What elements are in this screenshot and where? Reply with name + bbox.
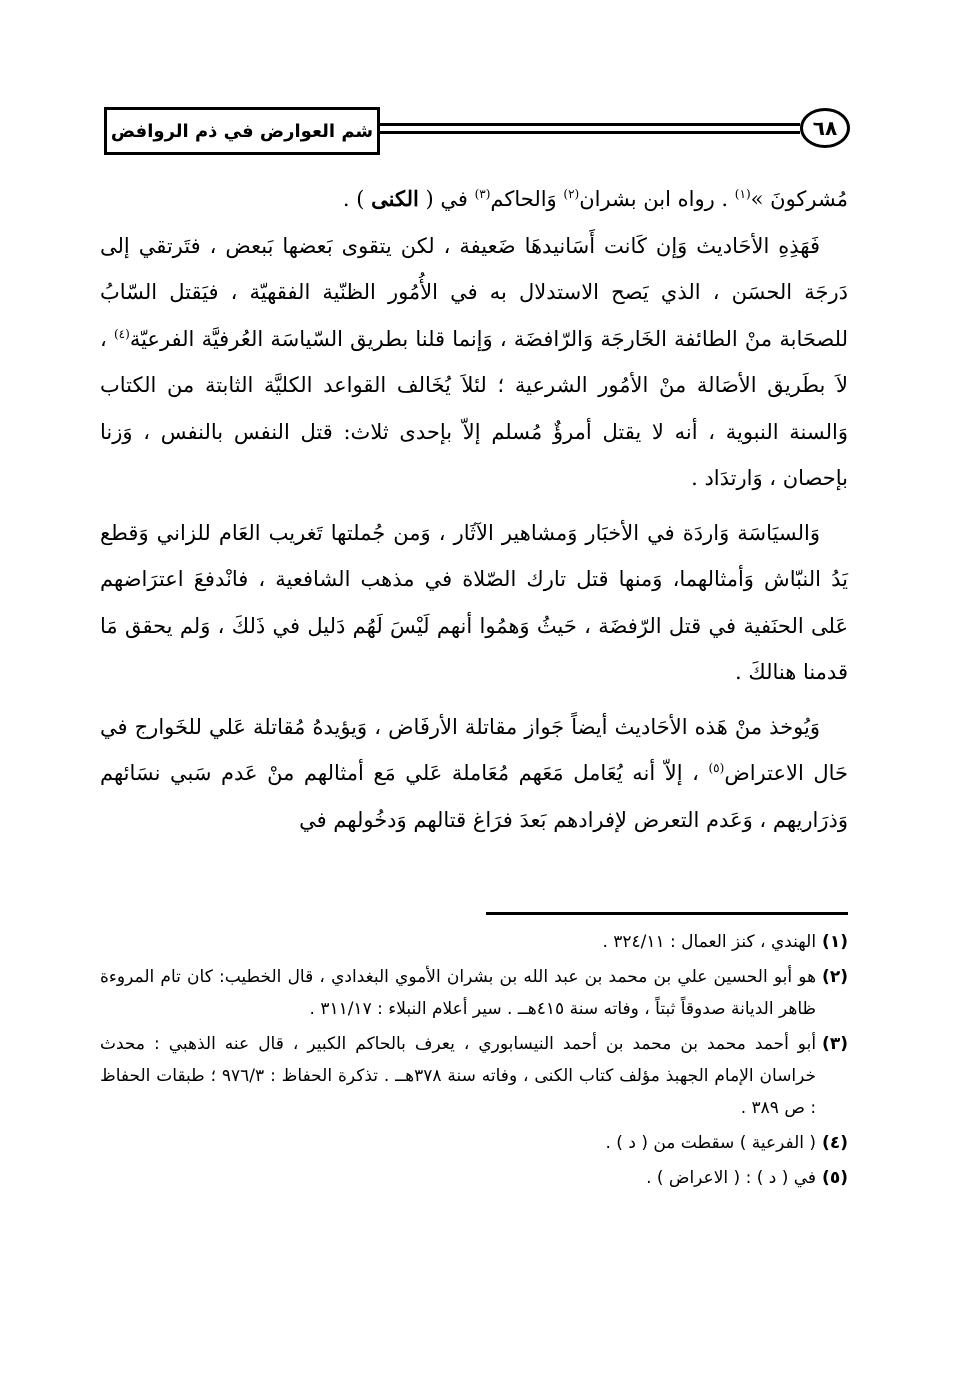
page-number-oval <box>800 108 850 148</box>
footnote-text: أبو أحمد محمد بن محمد بن أحمد النيسابوري ، يعرف بالحاكم الكبير ، قال عنه الذهبي : محدث خراسان الإمام الجهبذ مؤلف كتاب الكنى ، وفاته سنة ٣٧٨هــ . تذكرة الحفاظ : ٩٧٦/٣ ؛ طبقات الحفاظ : ص ٣٨٩ . <box>100 1034 817 1118</box>
footnote-2 <box>100 961 848 1025</box>
footnote-ref-3: (٣) <box>474 187 491 201</box>
text-run: مُشركونَ » <box>750 187 848 211</box>
footnote-ref-4: (٤) <box>113 326 130 341</box>
text-run: وَالحاكم <box>490 187 564 211</box>
book-title: شم العوارض في ذم الروافض <box>110 120 374 142</box>
text-run: ، لاَ بطَريق الأصَالة منْ الأمُور الشرعية ؛ لئلاَ يُخَالف القواعد الكليَّة الثابتة من الكتاب وَالسنة النبوية ، أنه لا يقتل أمرؤٌ مُسلم إلاّ بإحدى ثلاث: قتل النفس بالنفس ، وَزنا بإحصان ، وَارتدَاد . <box>100 326 848 490</box>
text-run: في ( <box>418 187 475 211</box>
footnote-1 <box>100 926 848 958</box>
footnote-text: ( الفرعية ) سقطت من ( د ) . <box>605 1133 817 1153</box>
footnote-3 <box>100 1028 848 1124</box>
text-run: وَالسيَاسَة وَاردَة في الأخبَار وَمشاهير الآثَار ، وَمن جُملتها تَغريب العَام للزاني وَقطع يَدُ النبّاش وَأمثالهما، وَمنها قتل تارك الصّلاة في مذهب الشافعية ، فانْدفعَ اعترَاضهم عَلى الحنَفية في قتل الرّفضَة ، حَيثُ وَهمُوا أنهم لَيْسَ لَهُم دَليل في ذَلكَ ، وَلم يحقق مَا قدمنا هنالكَ . <box>100 520 848 684</box>
footnote-number: (٤) <box>822 1133 848 1153</box>
footnote-number: (١) <box>822 932 848 952</box>
main-text <box>100 176 848 843</box>
footnotes <box>100 926 848 1197</box>
footnote-text: في ( د ) : ( الاعراض ) . <box>646 1168 817 1188</box>
footnote-number: (٢) <box>822 967 848 987</box>
footnote-text: الهندي ، كنز العمال : ٣٢٤/١١ . <box>602 932 817 952</box>
book-title-box <box>104 107 380 155</box>
header-double-rule <box>380 123 800 134</box>
text-run: ، إلاّ أنه يُعَامل مَعَهم مُعَاملة عَلي مَع أمثالهم منْ عَدم سَبي نسَائهم وَذرَاريهم ، وَعَدم التعرض لإفرادهم بَعدَ فرَاغ قتالهم وَدخُولهم في <box>100 761 848 832</box>
footnote-ref-2: (٢) <box>563 187 580 201</box>
book-name-bold: الكنى <box>371 186 419 211</box>
footnote-number: (٥) <box>822 1168 848 1188</box>
footnote-number: (٣) <box>822 1034 848 1054</box>
text-run: وَيُوخذ منْ هَذه الأحَاديث أيضاً جَواز مقاتلة الأرفَاض ، وَيؤيدهُ مُقاتلة عَلي للخَوارج في حَال الاعتراض <box>100 714 848 785</box>
footnote-separator <box>486 912 848 915</box>
footnote-4 <box>100 1127 848 1159</box>
text-run: . رواه ابن بشران <box>579 187 735 211</box>
footnote-text: هو أبو الحسين علي بن محمد بن عبد الله بن بشران الأموي البغدادي ، قال الخطيب: كان تام المروءة ظاهر الديانة صدوقاً ثبتاً ، وفاته سنة ٤١٥هــ . سير أعلام النبلاء : ٣١١/١٧ . <box>100 967 817 1019</box>
paragraph-3 <box>100 510 848 696</box>
paragraph-1 <box>100 176 848 223</box>
text-run: فَهَذِهِ الأحَاديث وَإن كَانت أَسَانيدهَا ضَعيفة ، لكن يتقوى بَعضها بَبعض ، فتَرتقي إلى دَرجَة الحسَن ، الذي يَصح الاستدلال به في الأُمُور الظنّية الفقهيّة ، فيَقتل السّابُ للصحَابة منْ الطائفة الخَارجَة وَالرّافضَة ، وَإنما قلنا بطريق السّياسَة العُرفيَّة الفرعيّة <box>100 233 848 351</box>
page-number: ٦٨ <box>812 116 838 140</box>
paragraph-2 <box>100 223 848 502</box>
footnote-5 <box>100 1162 848 1194</box>
footnote-ref-1: (١) <box>734 187 751 201</box>
footnote-ref-5: (٥) <box>708 761 725 775</box>
paragraph-4 <box>100 704 848 844</box>
text-run: ) . <box>342 187 372 211</box>
